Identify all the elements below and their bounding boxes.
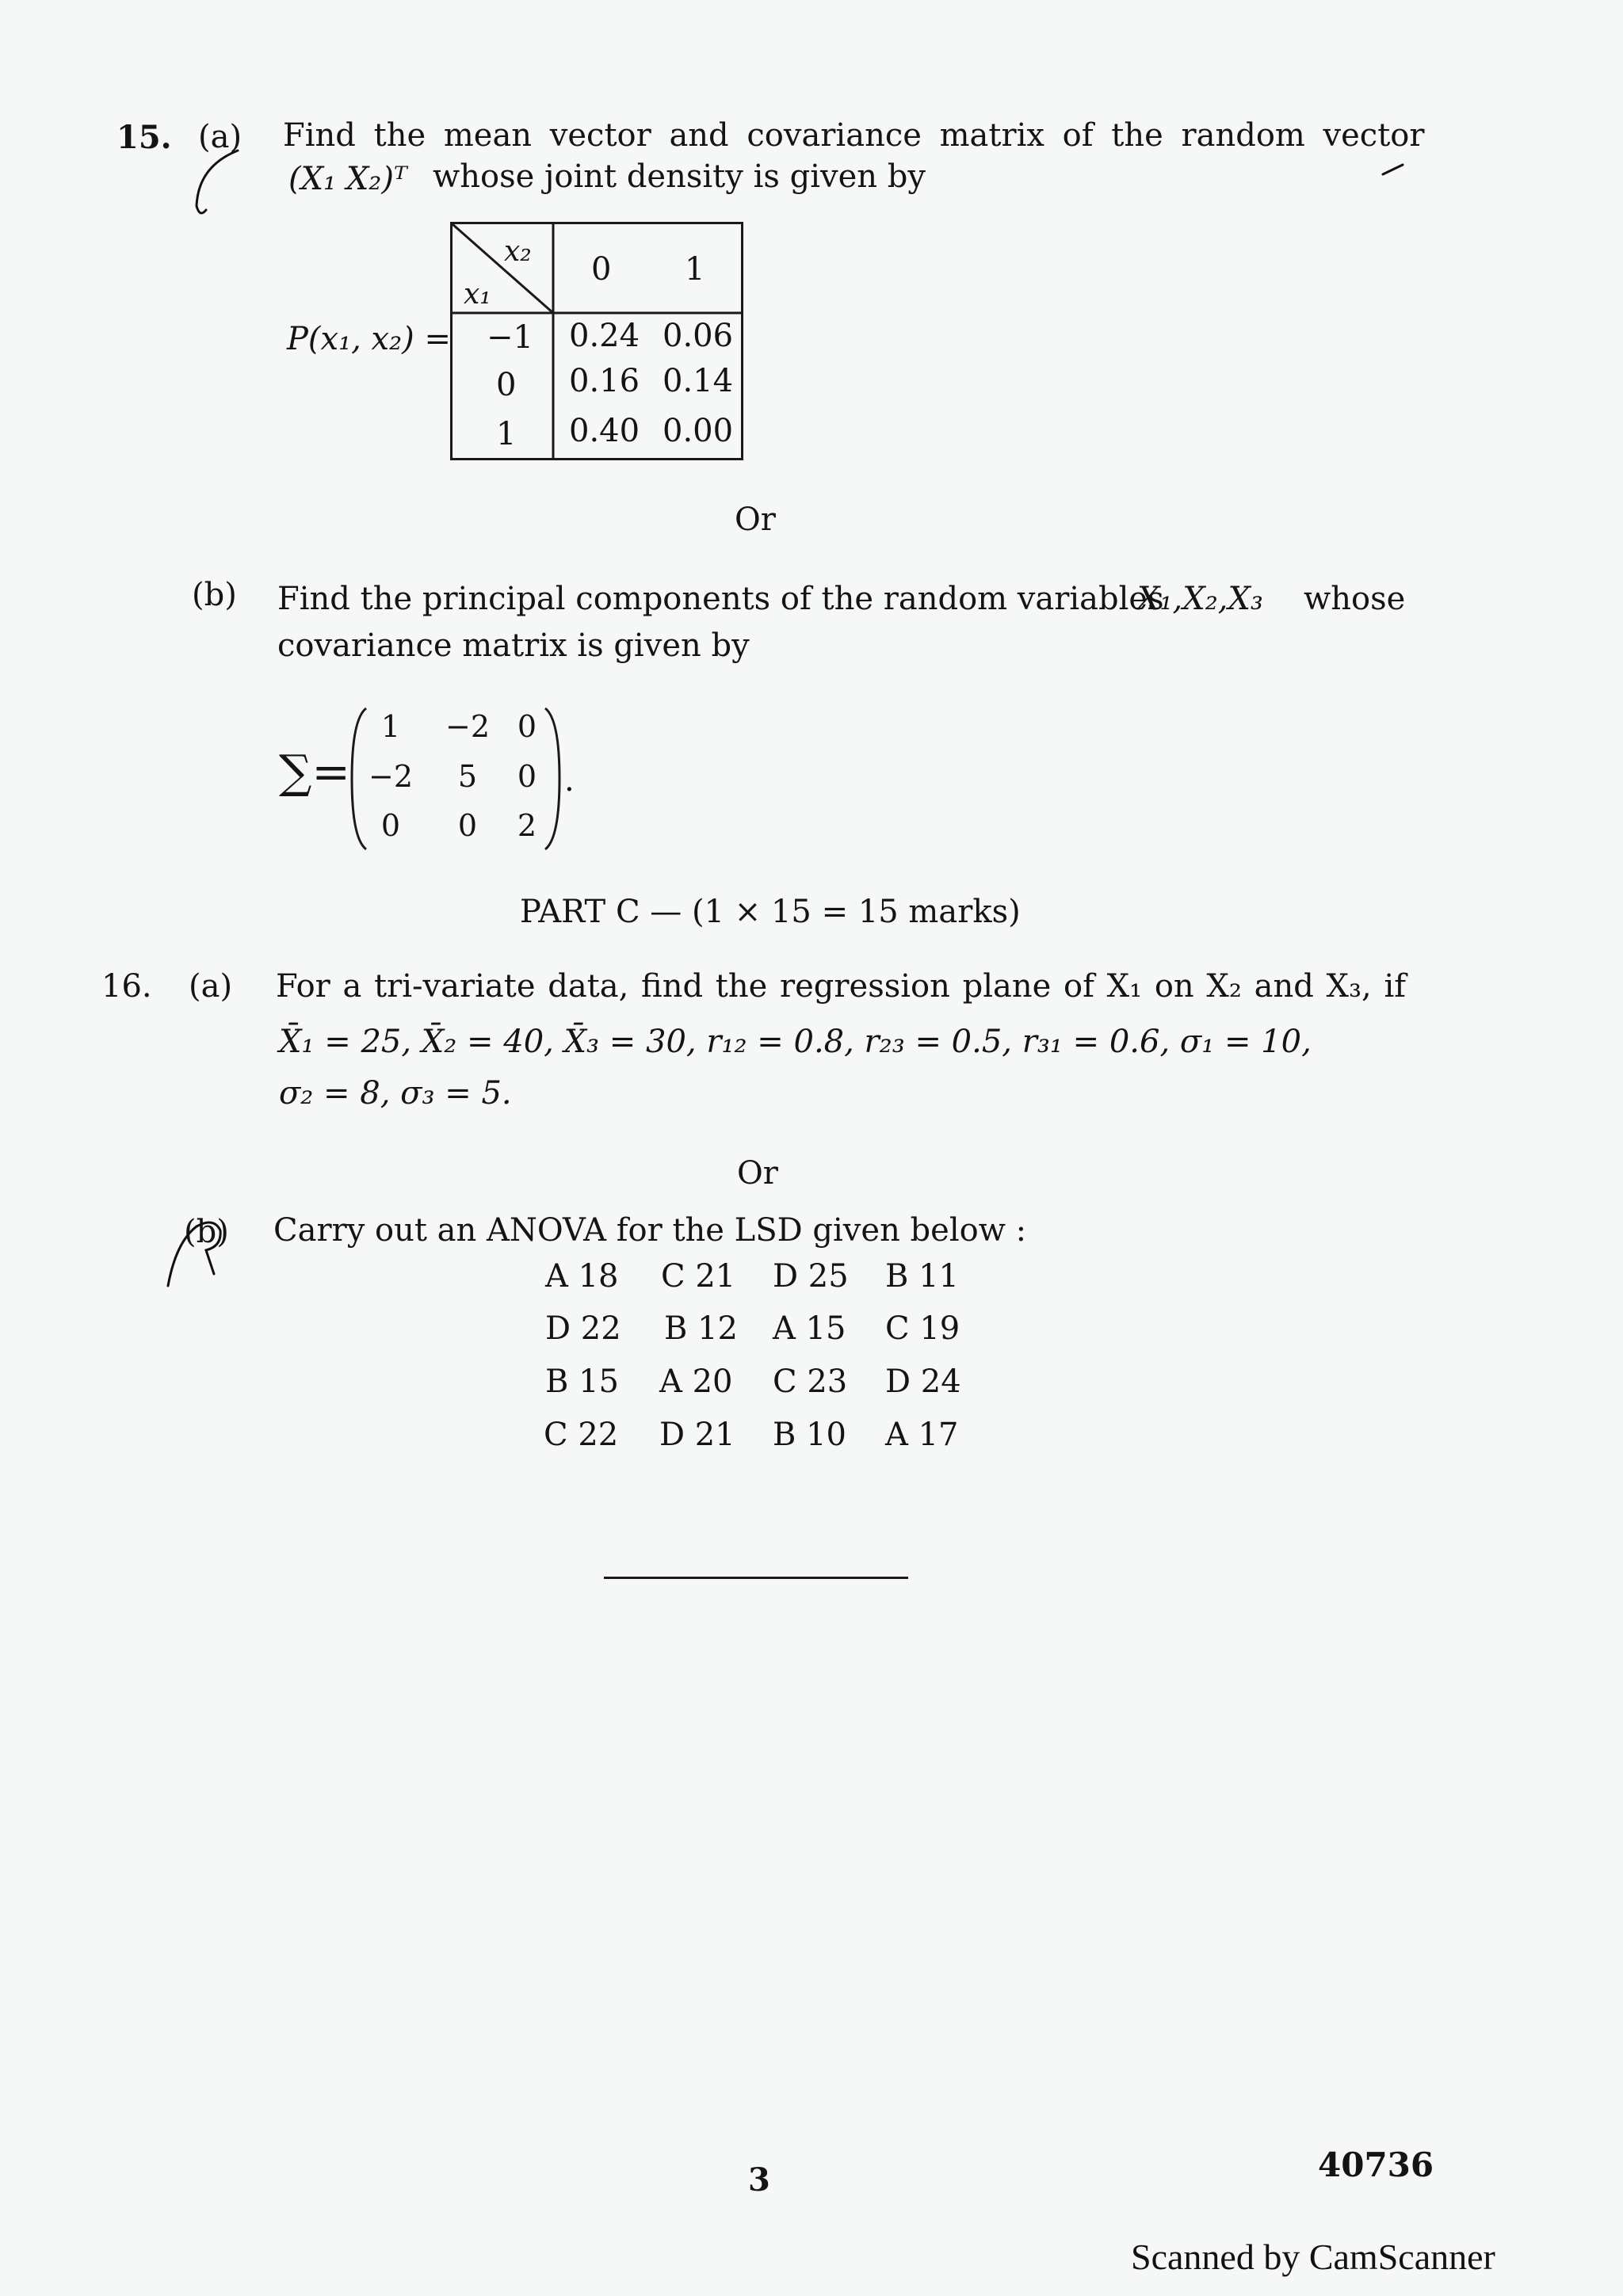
lsd-cell: A 15 — [773, 1310, 846, 1347]
pen-tick-icon — [1379, 158, 1411, 182]
or-separator: Or — [737, 1155, 778, 1192]
q15b-text-line1: Find the principal components of the random variables — [277, 581, 1164, 617]
lsd-cell: D 24 — [885, 1363, 961, 1400]
matrix-entry: 2 — [517, 808, 537, 843]
row-variable-label: x₁ — [464, 278, 491, 311]
joint-density-table — [450, 222, 743, 460]
lsd-cell: A 20 — [659, 1363, 733, 1400]
q16b-text: Carry out an ANOVA for the LSD given below : — [273, 1212, 1027, 1249]
q15a-text-line2: whose joint density is given by — [433, 158, 926, 195]
joint-density-label: P(x₁, x₂) = — [287, 321, 451, 357]
q16a-given-values: X̄₁ = 25, X̄₂ = 40, X̄₃ = 30, r₁₂ = 0.8, r₂₃ = 0.5, r₃₁ = 0.6, σ₁ = 10, — [279, 1024, 1312, 1060]
q15a-text-line1: Find the mean vector and covariance matrix of the random vector — [283, 117, 1425, 154]
q15a-vector: (X₁ X₂)ᵀ — [288, 161, 407, 197]
q16b-label: (b) — [184, 1214, 229, 1250]
q16a-given-sigmas: σ₂ = 8, σ₃ = 5. — [279, 1075, 512, 1112]
lsd-cell: C 19 — [885, 1310, 960, 1347]
row-header: 0 — [496, 367, 517, 403]
q15b-label: (b) — [192, 577, 237, 613]
row-header: 1 — [496, 416, 517, 452]
table-cell: 0.40 — [569, 413, 640, 449]
q16a-label: (a) — [189, 968, 233, 1005]
end-of-questions-rule — [604, 1577, 908, 1579]
matrix-entry: 1 — [380, 709, 401, 744]
part-c-heading: PART C — (1 × 15 = 15 marks) — [520, 894, 1021, 930]
matrix-entry: 0 — [380, 808, 401, 843]
matrix-entry: 0 — [517, 759, 537, 794]
q15a-label: (a) — [198, 119, 242, 155]
lsd-cell: B 10 — [773, 1417, 847, 1453]
matrix-entry: −2 — [445, 709, 491, 744]
column-variable-label: x₂ — [504, 235, 532, 268]
q15b-text-whose: whose — [1304, 581, 1406, 617]
q16a-text-line1: For a tri-variate data, find the regression plane of X₁ on X₂ and X₃, if — [276, 968, 1407, 1005]
table-cell: 0.24 — [569, 318, 640, 354]
column-header: 1 — [685, 251, 705, 288]
scanner-watermark: Scanned by CamScanner — [1131, 2237, 1495, 2277]
row-header: −1 — [487, 319, 533, 356]
lsd-cell: B 12 — [664, 1310, 739, 1347]
column-header: 0 — [591, 251, 612, 288]
paper-code: 40736 — [1318, 2145, 1434, 2184]
table-cell: 0.14 — [663, 363, 734, 399]
matrix-entry: −2 — [368, 759, 414, 794]
lsd-cell: D 22 — [545, 1310, 621, 1347]
sigma-symbol: ∑= — [279, 745, 351, 799]
table-cell: 0.16 — [569, 363, 640, 399]
question-15-number: 15. — [116, 119, 172, 156]
question-16-number: 16. — [101, 968, 152, 1005]
matrix-entry: 0 — [517, 709, 537, 744]
lsd-cell: B 11 — [885, 1258, 960, 1295]
lsd-cell: A 18 — [545, 1258, 619, 1295]
or-separator: Or — [735, 502, 776, 538]
lsd-cell: B 15 — [545, 1363, 620, 1400]
q15b-text-line2: covariance matrix is given by — [277, 627, 750, 664]
lsd-cell: D 21 — [659, 1417, 735, 1453]
lsd-cell: D 25 — [773, 1258, 849, 1295]
q15b-variables: X₁,X₂,X₃ — [1137, 581, 1263, 617]
pen-mark-icon — [182, 143, 246, 230]
matrix-period: . — [564, 762, 575, 799]
page-number: 3 — [748, 2161, 770, 2199]
table-cell: 0.00 — [663, 413, 734, 449]
matrix-entry: 5 — [457, 759, 478, 794]
matrix-entry: 0 — [457, 808, 478, 843]
lsd-cell: C 21 — [661, 1258, 736, 1295]
lsd-cell: C 23 — [773, 1363, 848, 1400]
lsd-cell: C 22 — [544, 1417, 619, 1453]
lsd-cell: A 17 — [885, 1417, 959, 1453]
table-cell: 0.06 — [663, 318, 734, 354]
pen-mark-icon — [158, 1211, 230, 1290]
